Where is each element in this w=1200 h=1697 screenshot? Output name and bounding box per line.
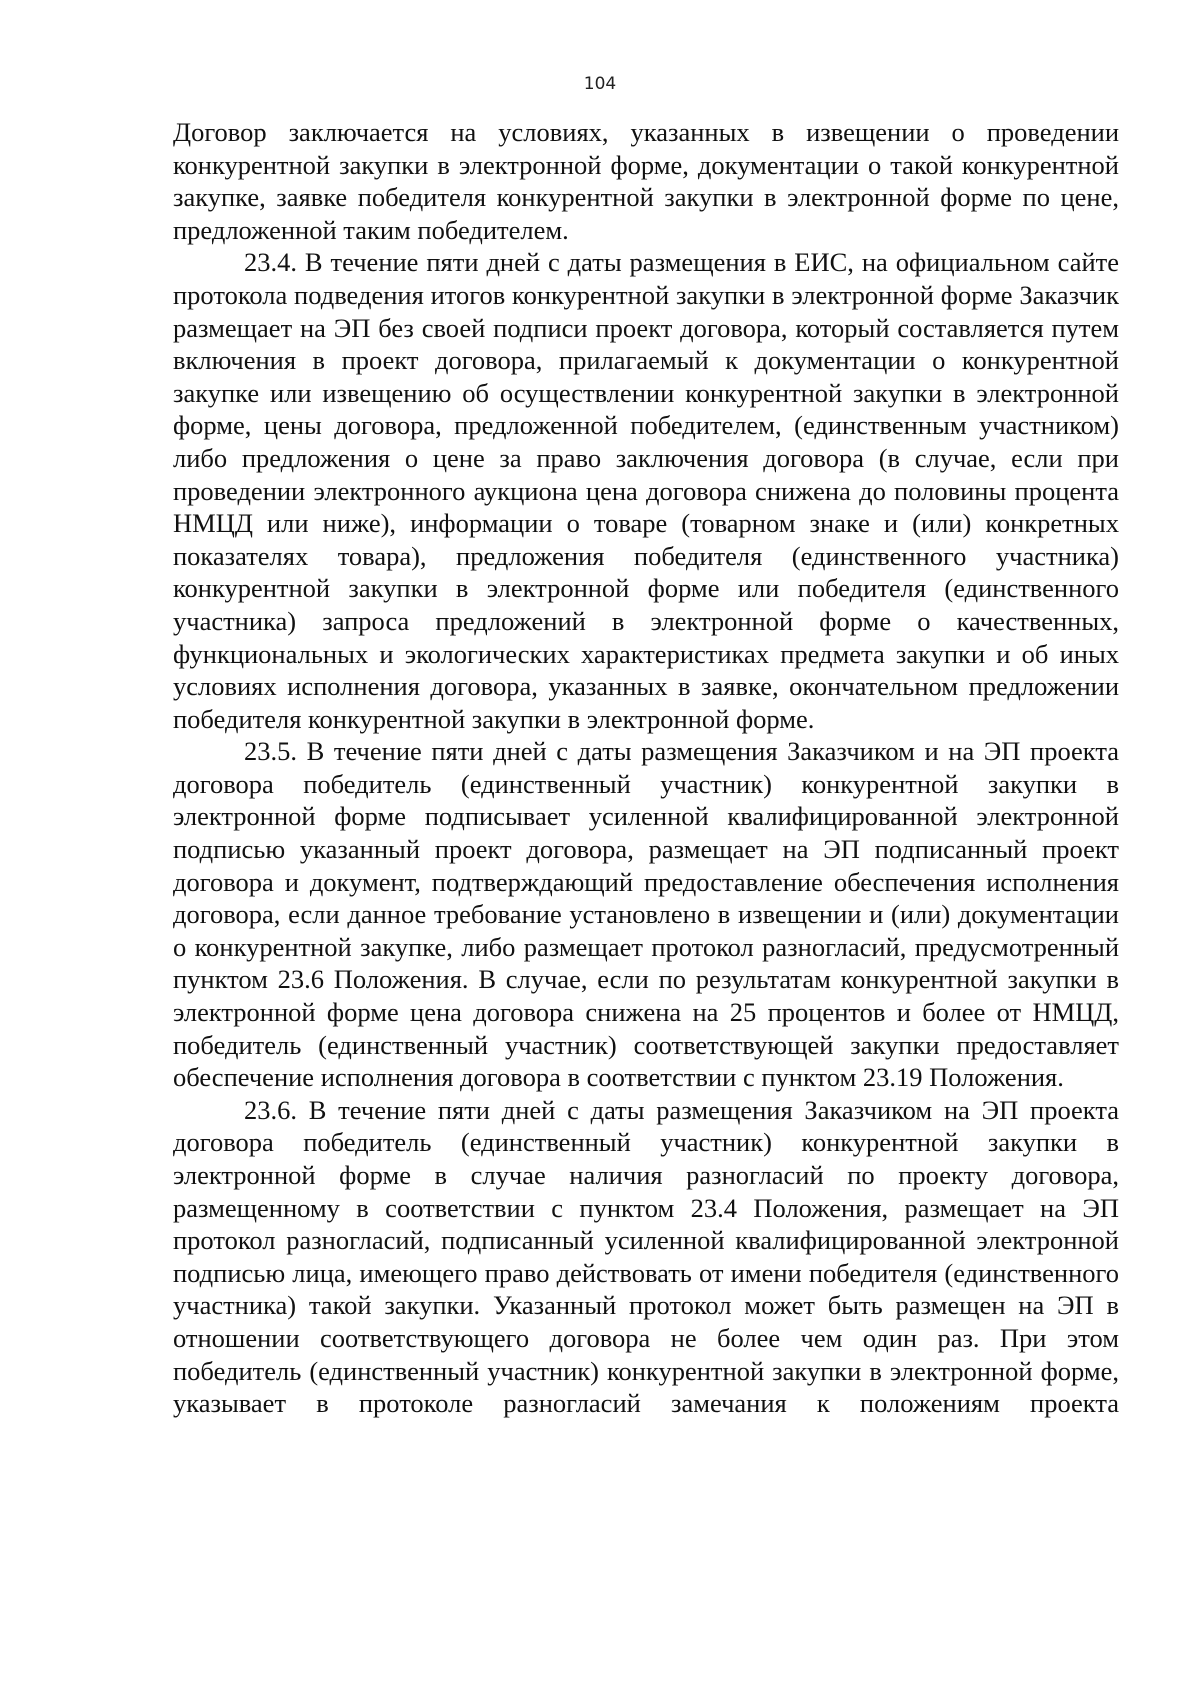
paragraph-23-6: 23.6. В течение пяти дней с даты размещения Заказчиком на ЭП проекта договора победитель (единственный участник) конкурентной закупки в электронной форме в случае наличия разногласий по проекту договора, размещенному в соответствии с пунктом 23.4 Положения, размещает на ЭП протокол разногласий, подписанный усиленной квалифицированной электронной подписью лица, имеющего право действовать от имени победителя (единственного участника) такой закупки. Указанный протокол может быть размещен на ЭП в отношении соответствующего договора не более чем один раз. При этом победитель (единственный участник) конкурентной закупки в электронной форме, указывает в протоколе разногласий замечания к положениям проекта: [173, 1094, 1119, 1419]
paragraph-23-5: 23.5. В течение пяти дней с даты размещения Заказчиком и на ЭП проекта договора победитель (единственный участник) конкурентной закупки в электронной форме подписывает усиленной квалифицированной электронной подписью указанный проект договора, размещает на ЭП подписанный проект договора и документ, подтверждающий предоставление обеспечения исполнения договора, если данное требование установлено в извещении и (или) документации о конкурентной закупке, либо размещает протокол разногласий, предусмотренный пунктом 23.6 Положения. В случае, если по результатам конкурентной закупки в электронной форме цена договора снижена на 25 процентов и более от НМЦД, победитель (единственный участник) соответствующей закупки предоставляет обеспечение исполнения договора в соответствии с пунктом 23.19 Положения.: [173, 736, 1119, 1093]
paragraph-23-4: 23.4. В течение пяти дней с даты размещения в ЕИС, на официальном сайте протокола подведения итогов конкурентной закупки в электронной форме Заказчик размещает на ЭП без своей подписи проект договора, который составляется путем включения в проект договора, прилагаемый к документации о конкурентной закупке или извещению об осуществлении конкурентной закупки в электронной форме, цены договора, предложенной победителем, (единственным участником) либо предложения о цене за право заключения договора (в случае, если при проведении электронного аукциона цена договора снижена до половины процента НМЦД или ниже), информации о товаре (товарном знаке и (или) конкретных показателях товара), предложения победителя (единственного участника) конкурентной закупки в электронной форме или победителя (единственного участника) запроса предложений в электронной форме о качественных, функциональных и экологических характеристиках предмета закупки и об иных условиях исполнения договора, указанных в заявке, окончательном предложении победителя конкурентной закупки в электронной форме.: [173, 247, 1119, 734]
paragraph-intro: Договор заключается на условиях, указанных в извещении о проведении конкурентной закупки в электронной форме, документации о такой конкурентной закупке, заявке победителя конкурентной закупки в электронной форме по цене, предложенной таким победителем.: [173, 117, 1119, 245]
document-body: [173, 116, 1119, 1420]
page-number: 104: [583, 74, 617, 94]
